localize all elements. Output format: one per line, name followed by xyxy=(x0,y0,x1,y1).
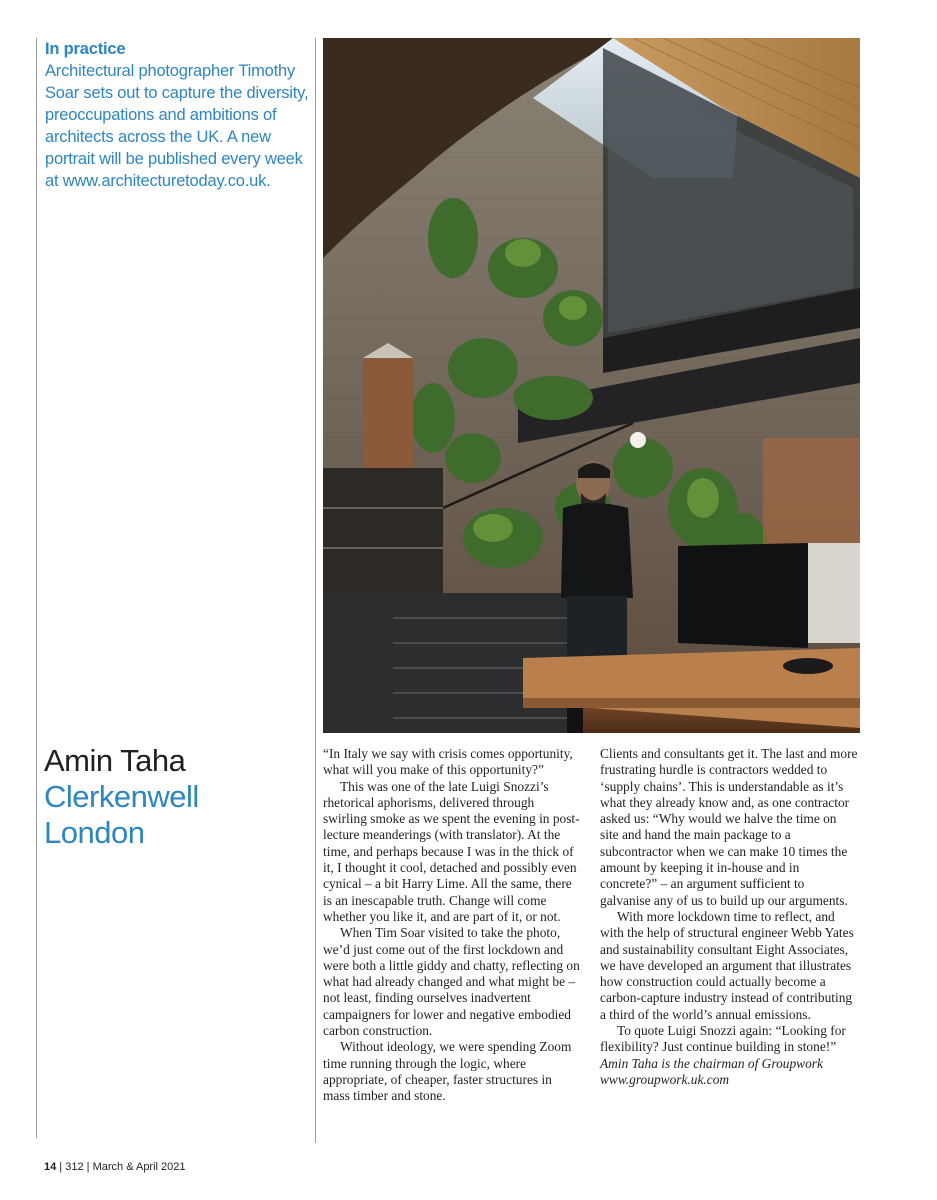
column-divider xyxy=(315,38,316,1143)
issue-date: March & April 2021 xyxy=(92,1161,186,1173)
byline xyxy=(44,743,304,851)
page-folio: 14 | 312 | March & April 2021 xyxy=(44,1161,186,1173)
paragraph: When Tim Soar visited to take the photo, we’d just come out of the first lockdown and were both a little giddy and chatty, reflecting on what had already changed and what might be – not least, finding ourselves inadvertent campaigners for lower and negative embodied carbon construction. xyxy=(323,925,580,1039)
paragraph: To quote Luigi Snozzi again: “Looking for flexibility? Just continue building in stone!” xyxy=(600,1023,846,1055)
paragraph: With more lockdown time to reflect, and with the help of structural engineer Webb Yates and sustainability consultant Eight Associates, we have developed an argument that illustrates how construction could actually become a carbon-capture industry instead of contributing a third of the world’s annual emissions. xyxy=(600,908,854,1022)
portrait-photo xyxy=(323,38,860,733)
intro-panel xyxy=(45,38,315,192)
author-url[interactable]: www.groupwork.uk.com xyxy=(600,1071,730,1087)
author-credit: Amin Taha is the chairman of Groupwork xyxy=(600,1055,823,1071)
page-number: 14 xyxy=(44,1161,57,1173)
intro-heading: In practice xyxy=(45,40,126,58)
paragraph: This was one of the late Luigi Snozzi’s rhetorical aphorisms, delivered through swirling smoke as we spent the evening in post-lecture meanderings (with translator). At the time, and perhaps because I was in the thick of it, I thought it cool, detached and possibly even cynical – a bit Harry Lime. All the same, there is an inescapable truth. Change will come whether you like it, and are part of it, or not. xyxy=(323,778,580,924)
sidebar-rule xyxy=(36,38,317,1138)
paragraph: Clients and consultants get it. The last and more frustrating hurdle is contractors wedded to ‘supply chains’. This is understandable as it’s what they already know and, as one contractor asked us: “Why would we halve the time on site and hand the main package to a subcontractor when we can make 10 times the amount by keeping it in-house and in concrete?” – an argument sufficient to galvanise any of us to build up our arguments. xyxy=(600,746,858,908)
architect-name: Amin Taha xyxy=(44,743,186,778)
monitor xyxy=(678,543,808,648)
location-line-1: Clerkenwell xyxy=(44,779,199,814)
shelving-unit xyxy=(323,468,443,598)
article-column-1 xyxy=(323,746,581,1105)
paragraph: Without ideology, we were spending Zoom time running through the logic, where appropriate, of cheaper, faster structures in mass timber and stone. xyxy=(323,1039,572,1104)
architectural-model xyxy=(363,358,413,468)
intro-body: Architectural photographer Timothy Soar sets out to capture the diversity, preoccupations and ambitions of architects across the UK. A new portrait will be published every week at www.architecturetoday.co.uk. xyxy=(45,62,309,190)
paragraph: “In Italy we say with crisis comes opportunity, what will you make of this opportunity?” xyxy=(323,746,573,778)
issue-number: 312 xyxy=(65,1161,84,1173)
article-column-2 xyxy=(600,746,858,1088)
pendant-lamp xyxy=(630,432,646,448)
location-line-2: London xyxy=(44,815,145,850)
